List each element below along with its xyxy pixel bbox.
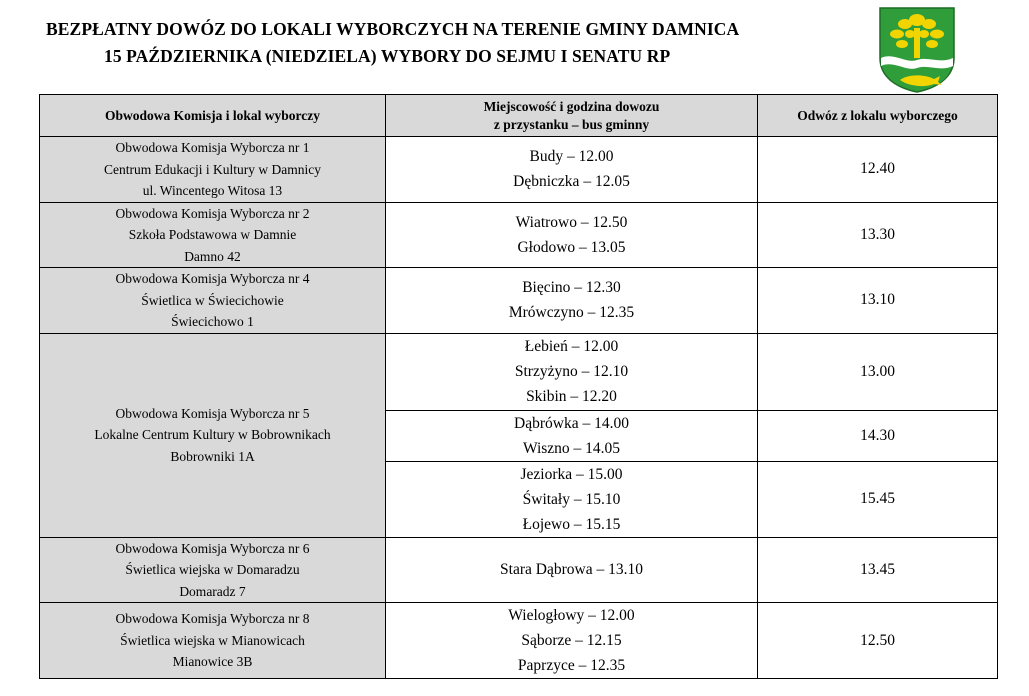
commission-location-cell: Obwodowa Komisja Wyborcza nr 2 Szkoła Podstawowa w Damnie Damno 42 (40, 202, 386, 268)
document-subtitle: 15 PAŹDZIERNIKA (NIEDZIELA) WYBORY DO SEJMU I SENATU RP (104, 46, 671, 66)
return-time-cell: 12.50 (758, 603, 998, 679)
transport-schedule-table (39, 94, 998, 679)
return-time-cell: 13.00 (758, 333, 998, 410)
commission-location-cell: Obwodowa Komisja Wyborcza nr 8 Świetlica wiejska w Mianowicach Mianowice 3B (40, 603, 386, 679)
return-time-cell: 15.45 (758, 461, 998, 537)
return-time-cell: 14.30 (758, 410, 998, 461)
pickup-stops-cell: Stara Dąbrowa – 13.10 (386, 537, 758, 603)
pickup-stops-cell: Wiatrowo – 12.50 Głodowo – 13.05 (386, 202, 758, 268)
table-row (40, 333, 998, 410)
document-title: BEZPŁATNY DOWÓZ DO LOKALI WYBORCZYCH NA TERENIE GMINY DAMNICA (46, 19, 740, 39)
commission-location-cell: Obwodowa Komisja Wyborcza nr 6 Świetlica wiejska w Domaradzu Domaradz 7 (40, 537, 386, 603)
table-row (40, 603, 998, 679)
pickup-stops-cell: Budy – 12.00 Dębniczka – 12.05 (386, 137, 758, 203)
table-row (40, 268, 998, 334)
pickup-stops-cell: Dąbrówka – 14.00 Wiszno – 14.05 (386, 410, 758, 461)
column-header-return: Odwóz z lokalu wyborczego (758, 95, 998, 137)
pickup-stops-cell: Bięcino – 12.30 Mrówczyno – 12.35 (386, 268, 758, 334)
pickup-stops-cell: Łebień – 12.00 Strzyżyno – 12.10 Skibin – 12.20 (386, 333, 758, 410)
table-header-row (40, 95, 998, 137)
return-time-cell: 13.45 (758, 537, 998, 603)
table-row (40, 137, 998, 203)
coat-of-arms-icon (878, 6, 956, 94)
commission-location-cell: Obwodowa Komisja Wyborcza nr 4 Świetlica w Świecichowie Świecichowo 1 (40, 268, 386, 334)
return-time-cell: 13.10 (758, 268, 998, 334)
column-header-pickup: Miejscowość i godzina dowozu z przystanku – bus gminny (386, 95, 758, 137)
column-header-commission: Obwodowa Komisja i lokal wyborczy (40, 95, 386, 137)
return-time-cell: 12.40 (758, 137, 998, 203)
pickup-stops-cell: Wielogłowy – 12.00 Sąborze – 12.15 Paprzyce – 12.35 (386, 603, 758, 679)
commission-location-cell: Obwodowa Komisja Wyborcza nr 5 Lokalne Centrum Kultury w Bobrownikach Bobrowniki 1A (40, 333, 386, 537)
commission-location-cell: Obwodowa Komisja Wyborcza nr 1 Centrum Edukacji i Kultury w Damnicy ul. Wincentego Witosa 13 (40, 137, 386, 203)
table-row (40, 537, 998, 603)
return-time-cell: 13.30 (758, 202, 998, 268)
table-row (40, 202, 998, 268)
pickup-stops-cell: Jeziorka – 15.00 Świtały – 15.10 Łojewo – 15.15 (386, 461, 758, 537)
